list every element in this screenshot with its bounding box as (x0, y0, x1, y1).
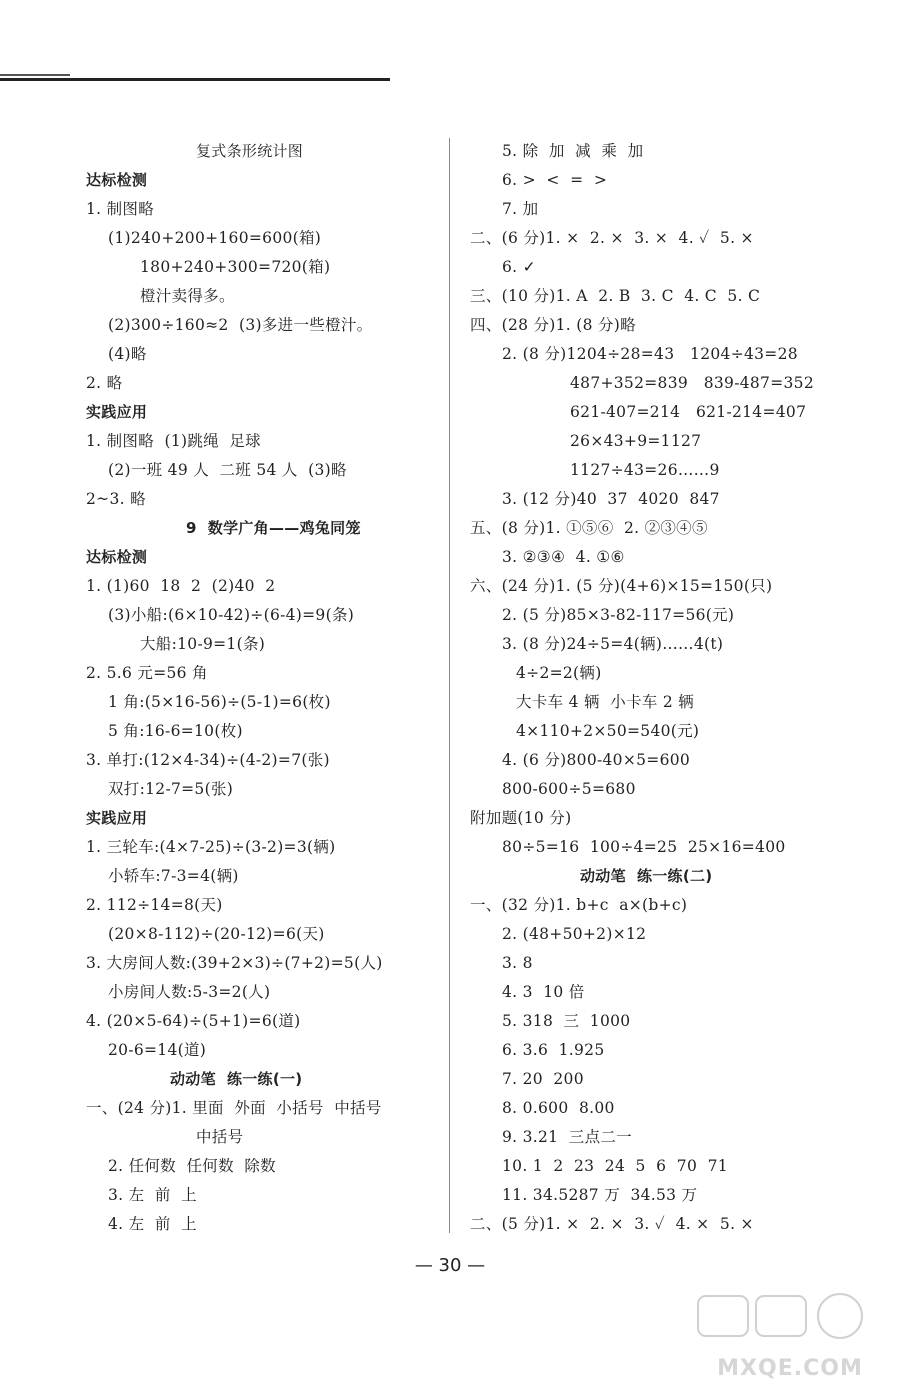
answer-line: 3. (12 分)40 37 4020 847 (502, 490, 720, 508)
answer-line: 10. 1 2 23 24 5 6 70 71 (502, 1157, 728, 1175)
answer-line: 复式条形统计图 (196, 142, 304, 160)
answer-line: 800-600÷5=680 (502, 780, 636, 798)
answer-line: (4)略 (108, 345, 147, 363)
right-column (470, 137, 870, 1239)
section-heading: 实践应用 (86, 809, 148, 827)
answer-line: 180+240+300=720(箱) (140, 258, 331, 276)
answer-line: 小房间人数:5-3=2(人) (108, 983, 271, 1001)
answer-line: 2. 略 (86, 374, 123, 392)
answer-line: 2. 112÷14=8(天) (86, 896, 223, 914)
answer-line: 4. (20×5-64)÷(5+1)=6(道) (86, 1012, 301, 1030)
answer-line: 5. 318 三 1000 (502, 1012, 631, 1030)
answer-line: 3. (8 分)24÷5=4(辆)……4(t) (502, 635, 724, 653)
answer-line: 橙汁卖得多。 (140, 287, 235, 305)
answer-line: 3. 8 (502, 954, 533, 972)
answer-line: 1 角:(5×16-56)÷(5-1)=6(枚) (108, 693, 331, 711)
answer-line: 2. (8 分)1204÷28=43 1204÷43=28 (502, 345, 798, 363)
answer-line: 大卡车 4 辆 小卡车 2 辆 (516, 693, 695, 711)
left-column (86, 137, 436, 1239)
answer-line: 8. 0.600 8.00 (502, 1099, 615, 1117)
answer-line: (3)小船:(6×10-42)÷(6-4)=9(条) (108, 606, 355, 624)
answer-line: 487+352=839 839-487=352 (570, 374, 814, 392)
answer-line: 3. 单打:(12×4-34)÷(4-2)=7(张) (86, 751, 330, 769)
answer-line: 二、(6 分)1. × 2. × 3. × 4. ✓ 5. × (470, 229, 754, 247)
top-rule (0, 78, 390, 81)
answer-line: (20×8-112)÷(20-12)=6(天) (108, 925, 325, 943)
answer-line: 2. (5 分)85×3-82-117=56(元) (502, 606, 735, 624)
section-heading: 动动笔 练一练(二) (580, 867, 713, 885)
watermark-logo (690, 1290, 890, 1385)
answer-line: 一、(32 分)1. b+c a×(b+c) (470, 896, 688, 914)
answer-line: 4÷2=2(辆) (516, 664, 602, 682)
answer-line: (1)240+200+160=600(箱) (108, 229, 322, 247)
answer-line: 4. 左 前 上 (108, 1215, 197, 1233)
answer-line: 小轿车:7-3=4(辆) (108, 867, 239, 885)
answer-line: (2)一班 49 人 二班 54 人 (3)略 (108, 461, 347, 479)
answer-line: 1. 三轮车:(4×7-25)÷(3-2)=3(辆) (86, 838, 336, 856)
answer-line: 2. (48+50+2)×12 (502, 925, 647, 943)
answer-line: 双打:12-7=5(张) (108, 780, 234, 798)
answer-line: 附加题(10 分) (470, 809, 572, 827)
answer-line: 6. > < = > (502, 171, 608, 189)
answer-line: 一、(24 分)1. 里面 外面 小括号 中括号 (86, 1099, 382, 1117)
answer-line: 4. 3 10 倍 (502, 983, 585, 1001)
answer-line: 1. (1)60 18 2 (2)40 2 (86, 577, 276, 595)
answer-line: 1127÷43=26……9 (570, 461, 720, 479)
answer-line: 5 角:16-6=10(枚) (108, 722, 243, 740)
answer-line: (2)300÷160≈2 (3)多进一些橙汁。 (108, 316, 373, 334)
section-heading: 9 数学广角——鸡兔同笼 (186, 519, 361, 537)
section-heading: 达标检测 (86, 548, 148, 566)
answer-line: 五、(8 分)1. ①⑤⑥ 2. ②③④⑤ (470, 519, 708, 537)
section-heading: 实践应用 (86, 403, 148, 421)
answer-line: 5. 除 加 减 乘 加 (502, 142, 644, 160)
answer-line: 4×110+2×50=540(元) (516, 722, 700, 740)
answer-line: 26×43+9=1127 (570, 432, 702, 450)
answer-line: 2. 5.6 元=56 角 (86, 664, 208, 682)
section-heading: 动动笔 练一练(一) (170, 1070, 303, 1088)
answer-line: 621-407=214 621-214=407 (570, 403, 807, 421)
answer-line: 3. 大房间人数:(39+2×3)÷(7+2)=5(人) (86, 954, 383, 972)
answer-line: 11. 34.5287 万 34.53 万 (502, 1186, 698, 1204)
answer-line: 中括号 (196, 1128, 244, 1146)
answer-line: 6. 3.6 1.925 (502, 1041, 605, 1059)
svg-text:MXQE.COM: MXQE.COM (717, 1356, 863, 1381)
answer-line: 80÷5=16 100÷4=25 25×16=400 (502, 838, 786, 856)
answer-line: 三、(10 分)1. A 2. B 3. C 4. C 5. C (470, 287, 761, 305)
column-divider (449, 138, 450, 1233)
answer-line: 3. ②③④ 4. ①⑥ (502, 548, 625, 566)
answer-line: 2~3. 略 (86, 490, 146, 508)
answer-line: 大船:10-9=1(条) (140, 635, 266, 653)
answer-line: 7. 加 (502, 200, 539, 218)
answer-line: 二、(5 分)1. × 2. × 3. ✓ 4. × 5. × (470, 1215, 754, 1233)
answer-line: 1. 制图略 (86, 200, 155, 218)
answer-line: 7. 20 200 (502, 1070, 584, 1088)
answer-line: 六、(24 分)1. (5 分)(4+6)×15=150(只) (470, 577, 773, 595)
answer-line: 3. 左 前 上 (108, 1186, 197, 1204)
answer-line: 9. 3.21 三点二一 (502, 1128, 632, 1146)
page-number: — 30 — (414, 1255, 486, 1276)
answer-line: 四、(28 分)1. (8 分)略 (470, 316, 636, 334)
answer-line: 2. 任何数 任何数 除数 (108, 1157, 276, 1175)
top-rule-short (0, 74, 70, 76)
answer-line: 1. 制图略 (1)跳绳 足球 (86, 432, 261, 450)
answer-line: 6. ✓ (502, 258, 536, 276)
answer-line: 4. (6 分)800-40×5=600 (502, 751, 691, 769)
section-heading: 达标检测 (86, 171, 148, 189)
answer-line: 20-6=14(道) (108, 1041, 207, 1059)
